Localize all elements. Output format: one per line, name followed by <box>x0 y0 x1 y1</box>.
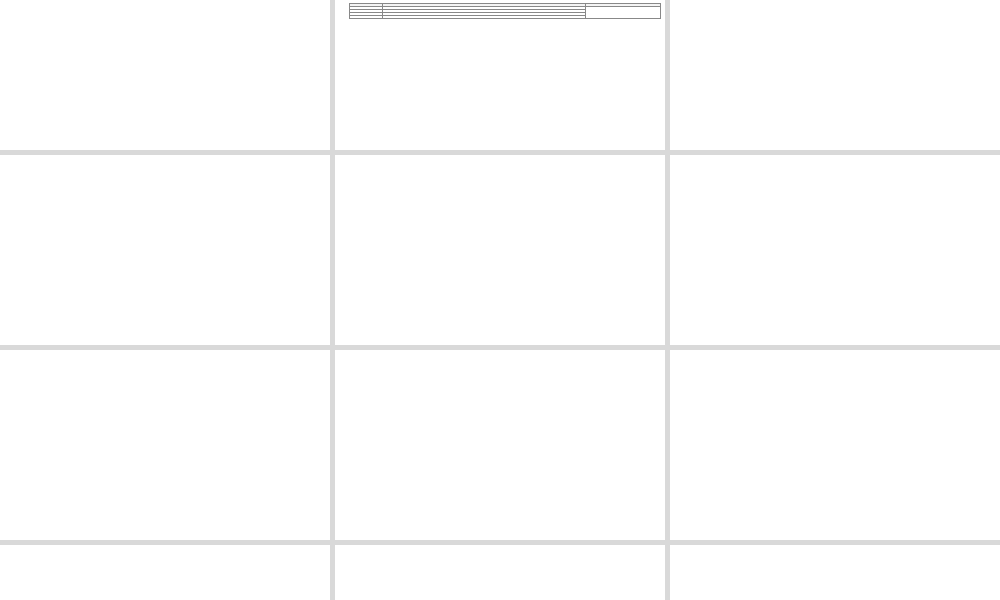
timeline-diagram <box>0 0 330 150</box>
row-key <box>350 16 383 19</box>
slide-special-zones[interactable] <box>0 545 330 600</box>
slide-extension[interactable] <box>670 545 1000 600</box>
slide-timeline[interactable] <box>0 0 330 150</box>
slide-establishment[interactable] <box>335 545 665 600</box>
slide-topic-40[interactable] <box>670 0 1000 150</box>
row-china <box>383 16 586 19</box>
comparison-table <box>349 3 661 19</box>
slide-effects[interactable] <box>670 350 1000 540</box>
slide-household-responsibility[interactable] <box>0 350 330 540</box>
slide-significance[interactable] <box>335 155 665 345</box>
slide-textbook-question[interactable] <box>670 155 1000 345</box>
slide-promotion-advantages[interactable] <box>335 350 665 540</box>
row-world <box>586 7 661 19</box>
slide-background-content[interactable] <box>0 155 330 345</box>
slide-comparison-table[interactable] <box>335 0 665 150</box>
